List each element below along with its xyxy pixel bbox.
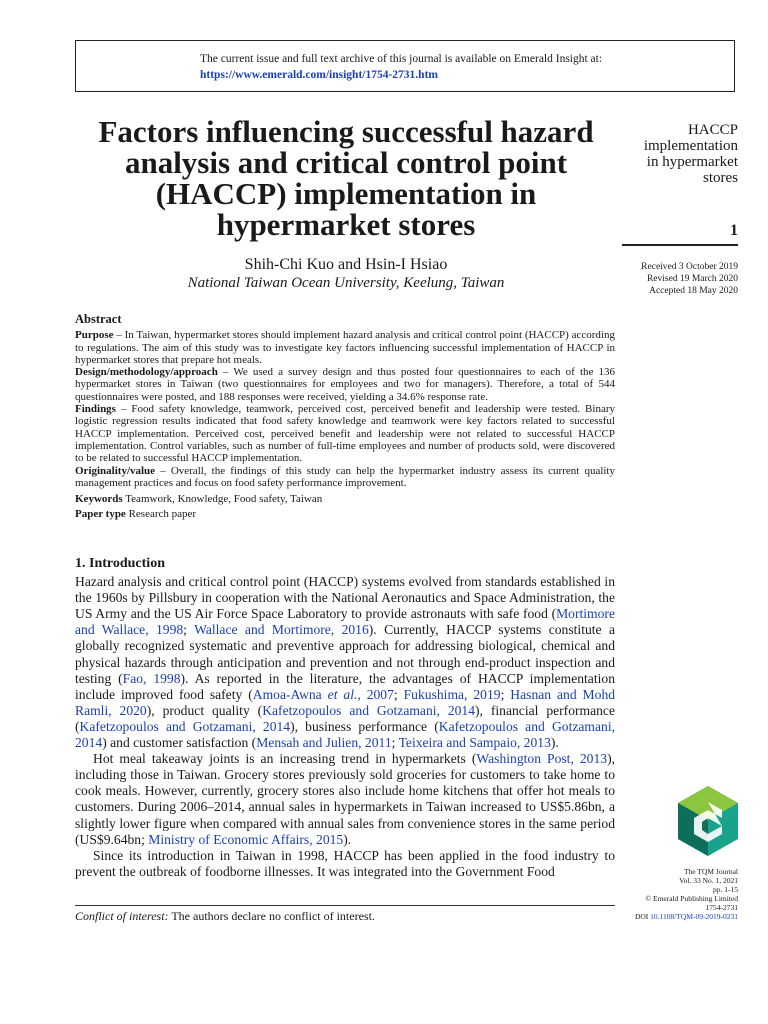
running-head — [612, 122, 738, 186]
body-text: Hazard analysis and critical control point (HACCP) systems evolved from standards established in the 1960s by Pillsbury in cooperation with the National Aeronautics and Space Administration, the US Army and the US Air Force Space Laboratory to provide astronauts with safe food ( — [75, 574, 615, 622]
body-text: ; — [391, 735, 399, 751]
originality-label: Originality/value — [75, 464, 156, 477]
citation-link[interactable]: Kafetzopoulos and Gotzamani, 2014 — [75, 718, 615, 751]
introduction-section — [75, 556, 615, 880]
running-head-line: stores — [703, 170, 738, 186]
conflict-of-interest-note — [75, 909, 375, 924]
abstract-findings — [75, 403, 615, 464]
body-text: ). — [550, 735, 559, 751]
abstract-design — [75, 366, 615, 403]
citation-link[interactable]: Kafetzopoulos and Gotzamani, 2014 — [79, 718, 291, 734]
citation-link[interactable]: Fukushima, 2019 — [403, 686, 501, 702]
received-date: Received 3 October 2019 — [641, 262, 738, 272]
citation-link[interactable]: Hasnan and Mohd Ramli, 2020 — [75, 686, 616, 718]
article-dates — [612, 261, 738, 297]
body-text: ; — [393, 686, 404, 702]
citation-link[interactable]: Ministry of Economic Affairs, 2015 — [148, 831, 344, 847]
journal-publisher: © Emerald Publishing Limited — [645, 894, 738, 903]
intro-paragraph-1 — [75, 574, 615, 751]
doi-link[interactable]: 10.1108/TQM-09-2019-0231 — [650, 912, 738, 921]
citation-link[interactable]: Mortimore and Wallace, 1998 — [75, 606, 615, 638]
purpose-label: Purpose — [75, 329, 114, 342]
body-text: ), product quality ( — [146, 702, 263, 718]
journal-doi — [612, 912, 738, 921]
citation-author: Amoa-Awna — [252, 686, 328, 702]
author-affiliation: National Taiwan Ocean University, Keelung, Taiwan — [187, 275, 505, 291]
originality-text: – Overall, the findings of this study can help the hypermarket industry assess its current quality management practices and focus on food safety performance improvement. — [75, 464, 615, 489]
access-notice-box — [75, 40, 735, 92]
footnote-rule — [75, 905, 615, 906]
design-text: – We used a survey design and thus posted four questionnaires to each of the 136 hypermarket stores in Taiwan (two questionnaires for employees and two for managers). Therefore, a total of 544 questionnaires were posted, and 188 responses were received, yielding a 34.6% response rate. — [75, 366, 615, 403]
purpose-text: – In Taiwan, hypermarket stores should implement hazard analysis and critical control point (HACCP) according to regulations. The aim of this study was to investigate key factors influencing successful implementation of HACCP in hypermarket stores that prepare hot meals. — [75, 329, 615, 366]
introduction-heading: 1. Introduction — [75, 556, 165, 571]
citation-link[interactable]: Mensah and Julien, 2011 — [256, 735, 392, 751]
footnote-label: Conflict of interest: — [75, 909, 169, 923]
citation-link[interactable]: Washington Post, 2013 — [476, 751, 608, 767]
running-head-line: in hypermarket — [646, 154, 738, 170]
abstract-heading: Abstract — [75, 312, 122, 326]
paper-type-label: Paper type — [75, 508, 126, 521]
keywords-label: Keywords — [75, 493, 123, 506]
journal-info — [612, 867, 738, 921]
doi-label: DOI — [634, 912, 651, 921]
abstract-section — [75, 313, 615, 521]
running-head-line: implementation — [643, 138, 738, 154]
citation-link[interactable]: Fao, 1998 — [122, 670, 181, 686]
journal-issn: 1754-2731 — [705, 903, 738, 912]
abstract-originality — [75, 465, 615, 490]
body-text: ) and customer satisfaction ( — [102, 735, 257, 751]
design-label: Design/methodology/approach — [75, 366, 218, 379]
journal-volume: Vol. 33 No. 1, 2021 — [679, 876, 738, 885]
citation-link[interactable]: Teixeira and Sampaio, 2013 — [398, 735, 551, 751]
article-title: Factors influencing successful hazard analysis and critical control point (HACCP) implementation in hypermarket stores — [98, 114, 594, 242]
body-text: ). — [343, 831, 352, 847]
access-notice-text: The current issue and full text archive of this journal is available on Emerald Insight at: — [200, 53, 603, 65]
paper-type-text: Research paper — [125, 508, 197, 521]
journal-name: The TQM Journal — [683, 867, 738, 876]
citation-link[interactable] — [253, 687, 394, 702]
footnote-text: The authors declare no conflict of interest. — [168, 909, 375, 923]
intro-paragraph-3: Since its introduction in Taiwan in 1998, HACCP has been applied in the food industry to prevent the outbreak of foodborne illnesses. It was integrated into the Government Food — [75, 847, 615, 879]
findings-text: – Food safety knowledge, teamwork, perceived cost, perceived benefit and leadership were tested. Binary logistic regression results indicated that food safety knowledge and teamwork were key factors related to successful HACCP implementation. Perceived cost, perceived benefit and leadership were not related to successful HACCP implementation. Control variables, such as number of full-time employees and number of products sold, were discovered to be related to successful HACCP implementation. — [75, 403, 615, 465]
abstract-purpose — [75, 329, 615, 366]
body-text: ). As reported in the literature, the advantages of HACCP implementation include improved food safety ( — [75, 670, 615, 702]
citation-etal: et al. — [327, 686, 358, 702]
body-text: Hot meal takeaway joints is an increasing trend in hypermarkets ( — [93, 751, 477, 767]
revised-date: Revised 19 March 2020 — [646, 274, 738, 284]
body-text: ), including those in Taiwan. Grocery stores previously sold groceries for customers to take home to cook meals. However, currently, grocery stores also include home kitchens that offer hot meals to customers. During 2006–2014, annual sales in hypermarkets in Taiwan increased to US$5.86bn, a slightly lower figure when compared with annual sales from convenience stores in the same period (US$9.64bn; — [75, 751, 615, 847]
journal-archive-link[interactable]: https://www.emerald.com/insight/1754-2731.htm — [200, 69, 438, 81]
citation-link[interactable]: Kafetzopoulos and Gotzamani, 2014 — [262, 702, 476, 718]
abstract-paper-type — [75, 508, 615, 520]
abstract-keywords — [75, 493, 615, 505]
body-text: ), financial performance ( — [75, 702, 615, 734]
article-authors: Shih-Chi Kuo and Hsin-I Hsiao — [244, 256, 448, 273]
intro-paragraph-2 — [75, 751, 615, 848]
body-text: ), business performance ( — [290, 718, 439, 734]
citation-year: , 2007 — [357, 686, 394, 702]
page-number: 1 — [730, 222, 738, 239]
citation-link[interactable]: Wallace and Mortimore, 2016 — [194, 622, 369, 638]
body-text: ; — [183, 622, 195, 638]
body-text: ). Currently, HACCP systems constitute a globally recognized systematic and preventive approach for addressing biological, chemical and physical hazards through anticipation and prevention and not through end-product inspection and testing ( — [75, 622, 615, 686]
running-head-line: HACCP — [687, 122, 738, 138]
margin-rule — [622, 244, 738, 246]
accepted-date: Accepted 18 May 2020 — [649, 286, 738, 296]
journal-pages: pp. 1-15 — [713, 885, 738, 894]
keywords-text: Teamwork, Knowledge, Food safety, Taiwan — [122, 493, 323, 506]
findings-label: Findings — [75, 403, 116, 416]
body-text: ; — [500, 686, 511, 702]
emerald-logo-icon — [676, 784, 740, 858]
